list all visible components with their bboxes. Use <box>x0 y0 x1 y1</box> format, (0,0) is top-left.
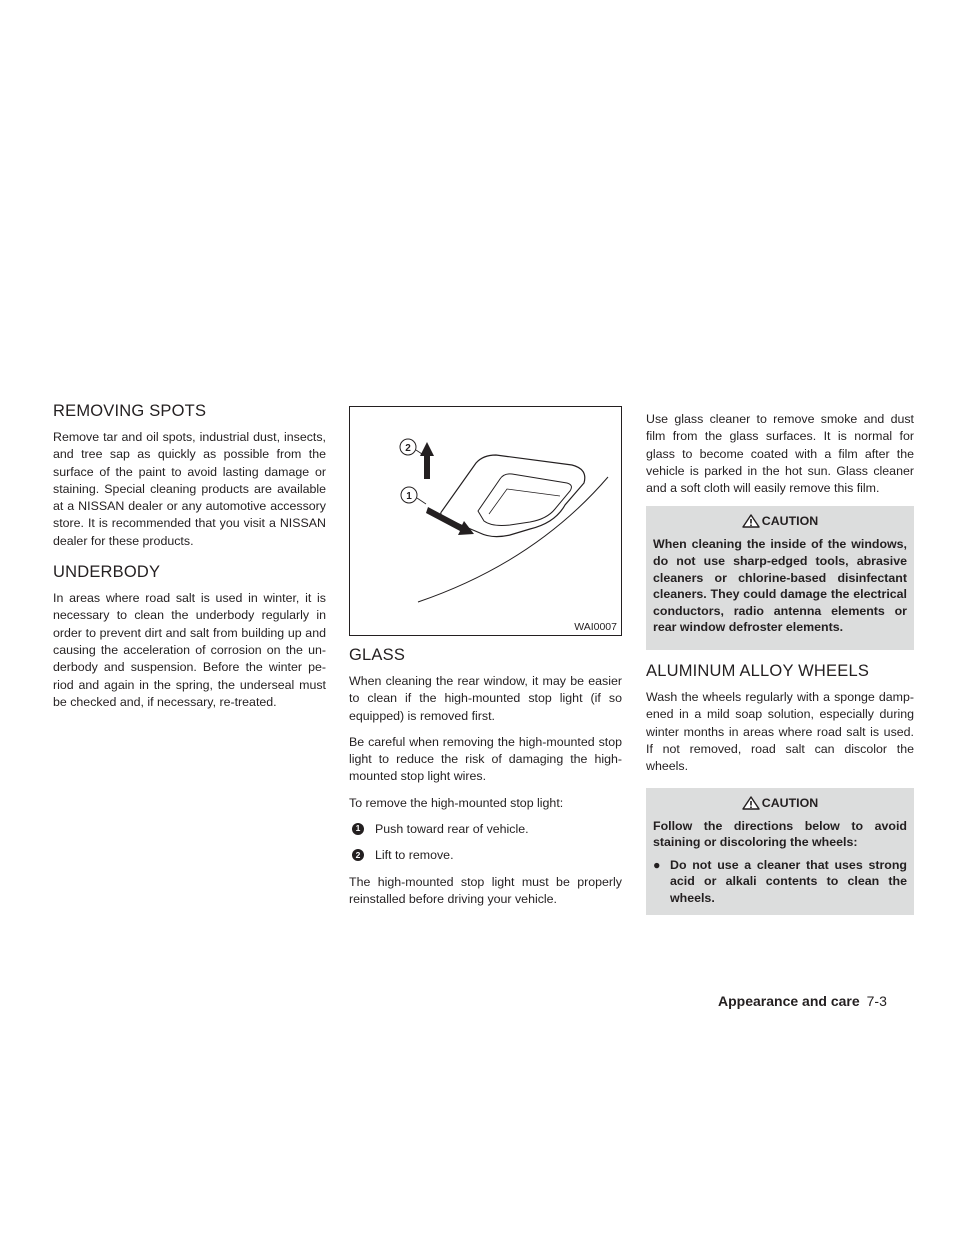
stop-light-figure <box>349 406 622 636</box>
column-middle <box>349 402 622 917</box>
warning-icon <box>742 796 760 810</box>
bullet-icon: ● <box>653 857 661 872</box>
caution-title <box>653 514 907 528</box>
lift-arrow-icon <box>420 442 434 479</box>
aluminum-wheels-text: Wash the wheels regularly with a sponge damp-ened in a mild soap solution, especially during winter months in areas where road salt is used. If not removed, road salt can discolor the wheels. <box>646 690 914 774</box>
column-right <box>646 402 914 927</box>
aluminum-wheels-heading: ALUMINUM ALLOY WHEELS <box>646 662 870 681</box>
glass-heading: GLASS <box>349 646 406 664</box>
page-footer <box>718 993 887 1009</box>
caution-box-windows <box>646 506 914 650</box>
caution-title-text: CAUTION <box>761 514 819 529</box>
figure-code: WAI0007 <box>574 621 617 633</box>
removing-spots-heading: REMOVING SPOTS <box>53 402 207 420</box>
removing-spots-text: Remove tar and oil spots, industrial dust, insects, and tree sap as quickly as possible from the surface of the paint to avoid lasting damage or staining. Special cleaning products are available at a NISSAN dealer or any automotive accessory store. It is recommended that you visit a NISSAN dealer for these products. <box>53 430 326 548</box>
step-2-number: 2 <box>352 849 364 861</box>
underbody-heading: UNDERBODY <box>53 563 161 582</box>
glass-para-4: The high-mounted stop light must be properly reinstalled before driving your vehicle. <box>349 874 622 906</box>
glass-para-3: To remove the high-mounted stop light: <box>349 795 564 810</box>
caution-title <box>653 796 907 810</box>
column-left <box>53 402 326 720</box>
caution-box-wheels <box>646 788 914 915</box>
callout-1: 1 <box>406 491 412 502</box>
step-1 <box>349 821 622 838</box>
warning-icon <box>742 514 760 528</box>
footer-page-number: 7-3 <box>866 993 887 1009</box>
caution-wheels-bullet <box>653 857 907 907</box>
footer-section-title: Appearance and care <box>718 993 860 1009</box>
caution-title-text: CAUTION <box>761 795 819 810</box>
callout-2: 2 <box>405 443 411 454</box>
step-2-text: Lift to remove. <box>375 848 454 863</box>
underbody-text: In areas where road salt is used in winter, it is necessary to clean the underbody regularly in order to prevent dirt and salt from building up and causing the acceleration of corrosion on the un-derbody and suspension. Before the winter pe-riod and again in the spring, the underseal must be checked and, if necessary, re-treated. <box>53 591 326 709</box>
caution-wheels-bullet-text: Do not use a cleaner that uses strong acid or alkali contents to clean the wheels. <box>670 857 907 905</box>
caution-wheels-text: Follow the directions below to avoid staining or discoloring the wheels: <box>653 818 907 850</box>
caution-windows-text: When cleaning the inside of the windows, do not use sharp-edged tools, abrasive cleaners or chlorine-based disinfectant cleaners. They could damage the electrical conductors, radio antenna elements or rear window defroster elements. <box>653 537 907 635</box>
step-1-number: 1 <box>352 823 364 835</box>
step-1-text: Push toward rear of vehicle. <box>375 822 529 837</box>
glass-para-1: When cleaning the rear window, it may be easier to clean if the high-mounted stop light (if so equipped) is removed first. <box>349 674 622 723</box>
stop-light-illustration <box>350 407 621 635</box>
step-2 <box>349 847 622 864</box>
glass-para-2: Be careful when removing the high-mounted stop light to reduce the risk of damaging the high-mounted stop light wires. <box>349 734 622 784</box>
glass-para-5: Use glass cleaner to remove smoke and dust film from the glass surfaces. It is normal for glass to become coated with a film after the vehicle is parked in the hot sun. Glass cleaner and a soft cloth will easily remove this film. <box>646 412 914 496</box>
